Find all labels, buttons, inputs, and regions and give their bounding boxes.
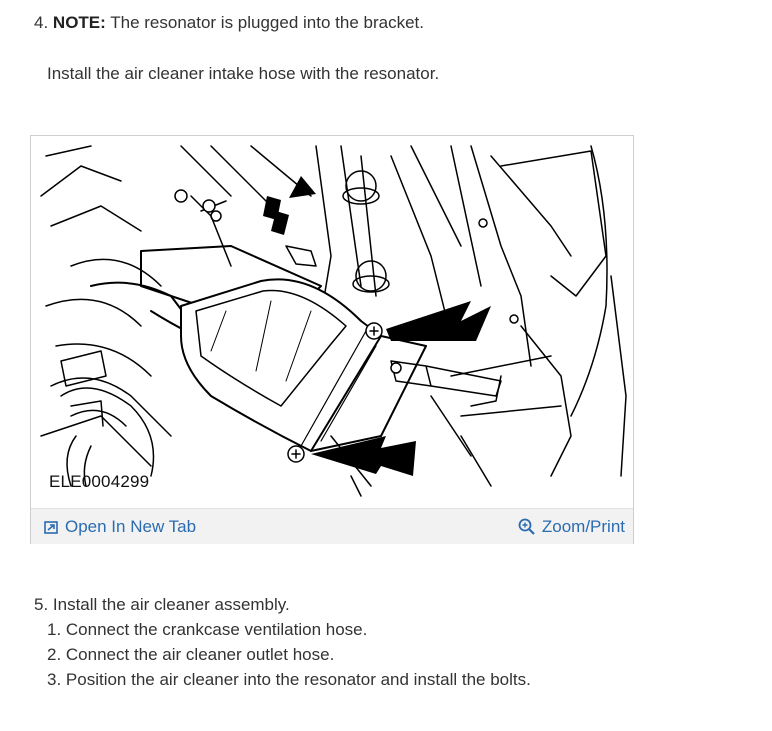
note-label: NOTE: — [52, 13, 106, 32]
open-in-new-tab-label: Open In New Tab — [65, 517, 197, 536]
note-text: The resonator is plugged into the bracket. — [110, 13, 424, 32]
step-number: 4. — [34, 13, 49, 32]
substep-2: 2. Connect the air cleaner outlet hose. — [47, 645, 335, 664]
substep-1: 1. Connect the crankcase ventilation hose. — [47, 620, 368, 639]
step-4-instruction: Install the air cleaner intake hose with the resonator. — [47, 64, 440, 83]
step-5: 5. Install the air cleaner assembly. — [34, 595, 290, 614]
substep-3: 3. Position the air cleaner into the resonator and install the bolts. — [47, 670, 531, 689]
figure-panel — [30, 135, 634, 544]
figure-toolbar — [31, 508, 633, 544]
zoom-print-link[interactable] — [518, 517, 625, 537]
engine-diagram — [31, 136, 633, 508]
zoom-magnifier-icon — [518, 518, 536, 536]
zoom-print-label: Zoom/Print — [541, 517, 625, 536]
open-in-new-tab-icon — [44, 520, 59, 535]
open-in-new-tab-link[interactable] — [44, 517, 196, 537]
figure-id-label: ELE0004299 — [49, 472, 150, 491]
step-4 — [34, 13, 424, 33]
